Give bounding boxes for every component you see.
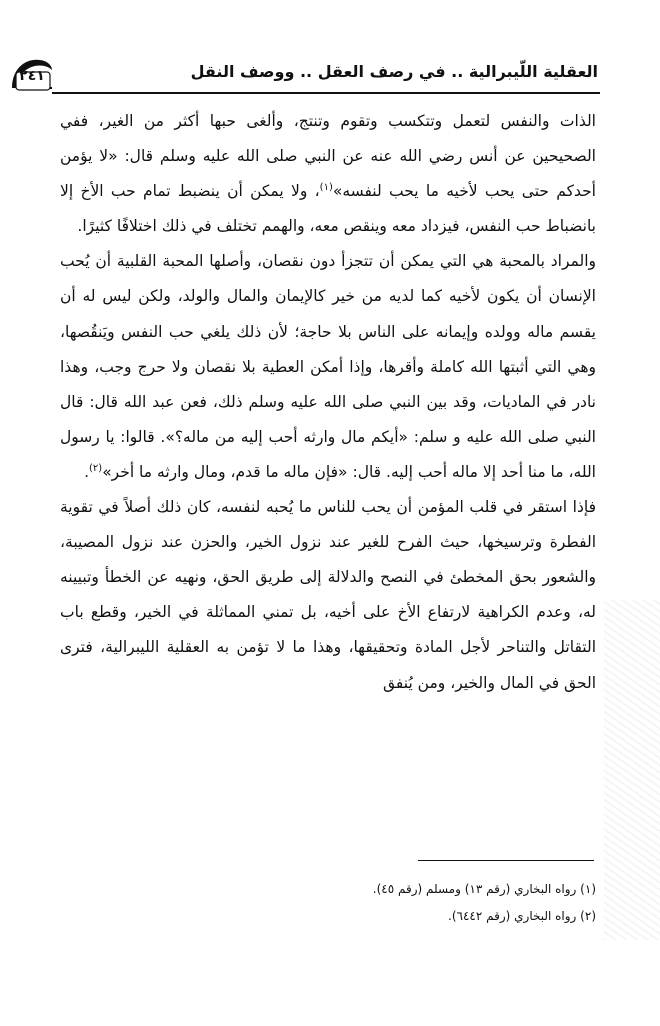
footnote-1: (١) رواه البخاري (رقم ١٣) ومسلم (رقم ٤٥). (372, 882, 596, 896)
header-divider (52, 92, 600, 94)
paragraph-2-text-b: . قالوا: يا رسول الله، ما منا أحد إلا ماله أحب إليه. قال: (60, 427, 596, 481)
paragraph-1 (60, 104, 596, 244)
scan-edge-noise (604, 600, 660, 940)
paragraph-1-text-b: ، ولا يمكن أن ينضبط تمام حب الأخ إلا بانضباط حب النفس، فيزداد معه وينقص معه، والهمم تختلف في ذلك اختلافًا كثيرًا. (60, 182, 596, 236)
body-text (60, 104, 596, 701)
footnote-ref-2: (٢) (89, 462, 103, 474)
paragraph-1-text-a: الذات والنفس لتعمل وتتكسب وتقوم وتنتج، وألغى حبها أكثر من الغير، ففي الصحيحين عن أنس رضي الله عنه عن النبي صلى الله عليه وسلم قال: (60, 112, 596, 166)
footnotes (60, 876, 596, 930)
paragraph-2 (60, 244, 596, 490)
page-header (8, 54, 606, 98)
hadith-quote-1: «لا يؤمن أحدكم حتى يحب لأخيه ما يحب لنفسه» (60, 147, 596, 201)
page-number: ٢٤١ (19, 68, 45, 84)
hadith-quote-2: «أيكم مال وارثه أحب إليه من ماله؟» (165, 427, 408, 446)
hadith-quote-3: «فإن ماله ما قدم، ومال وارثه ما أخر» (102, 462, 348, 481)
paragraph-2-text-c: . (84, 462, 90, 481)
paragraph-3: فإذا استقر في قلب المؤمن أن يحب للناس ما يُحبه لنفسه، كان ذلك أصلاً في تقوية الفطرة وترسيخها، حيث الفرح للغير عند نزول الخير، والحزن عند نزول المصيبة، والشعور بحق المخطئ في النصح والدلالة إلى طريق الحق، ونهيه عن الخطأ وتبيينه له، وعدم الكراهية لارتفاع الأخ على أخيه، بل تمني المماثلة في الخير، وقطع باب التقاتل والتناحر لأجل المادة وتحقيقها، وهذا ما لا تؤمن به العقلية الليبرالية، فترى الحق في المال والخير، ومن يُنفق (60, 498, 596, 692)
paragraph-2-text-a: والمراد بالمحبة هي التي يمكن أن تتجزأ دون نقصان، وأصلها المحبة القلبية أن يُحب الإنسان أن يكون لأخيه كما لديه من خير كالإيمان والمال والولد، ولكن ليس له أن يقسم ماله وولده وإيمانه على الناس بلا حاجة؛ لأن ذلك يلغي حب النفس ويَنقُصها، وهي التي أثبتها الله كاملة وأقرها، وإذا أمكن العطية بلا نقصان ولا حرج وجب، وهذا نادر في الماديات، وقد بين النبي صلى الله عليه وسلم ذلك، فعن عبد الله قال: قال النبي صلى الله عليه و سلم: (60, 252, 596, 446)
page-number-badge (8, 54, 54, 94)
footnote-2: (٢) رواه البخاري (رقم ٦٤٤٢). (448, 909, 596, 923)
running-title: العقلية اللّيبرالية .. في رصف العقل .. ووصف النقل (190, 62, 598, 81)
footnote-ref-1: (١) (319, 182, 333, 194)
footnote-divider (418, 860, 594, 861)
